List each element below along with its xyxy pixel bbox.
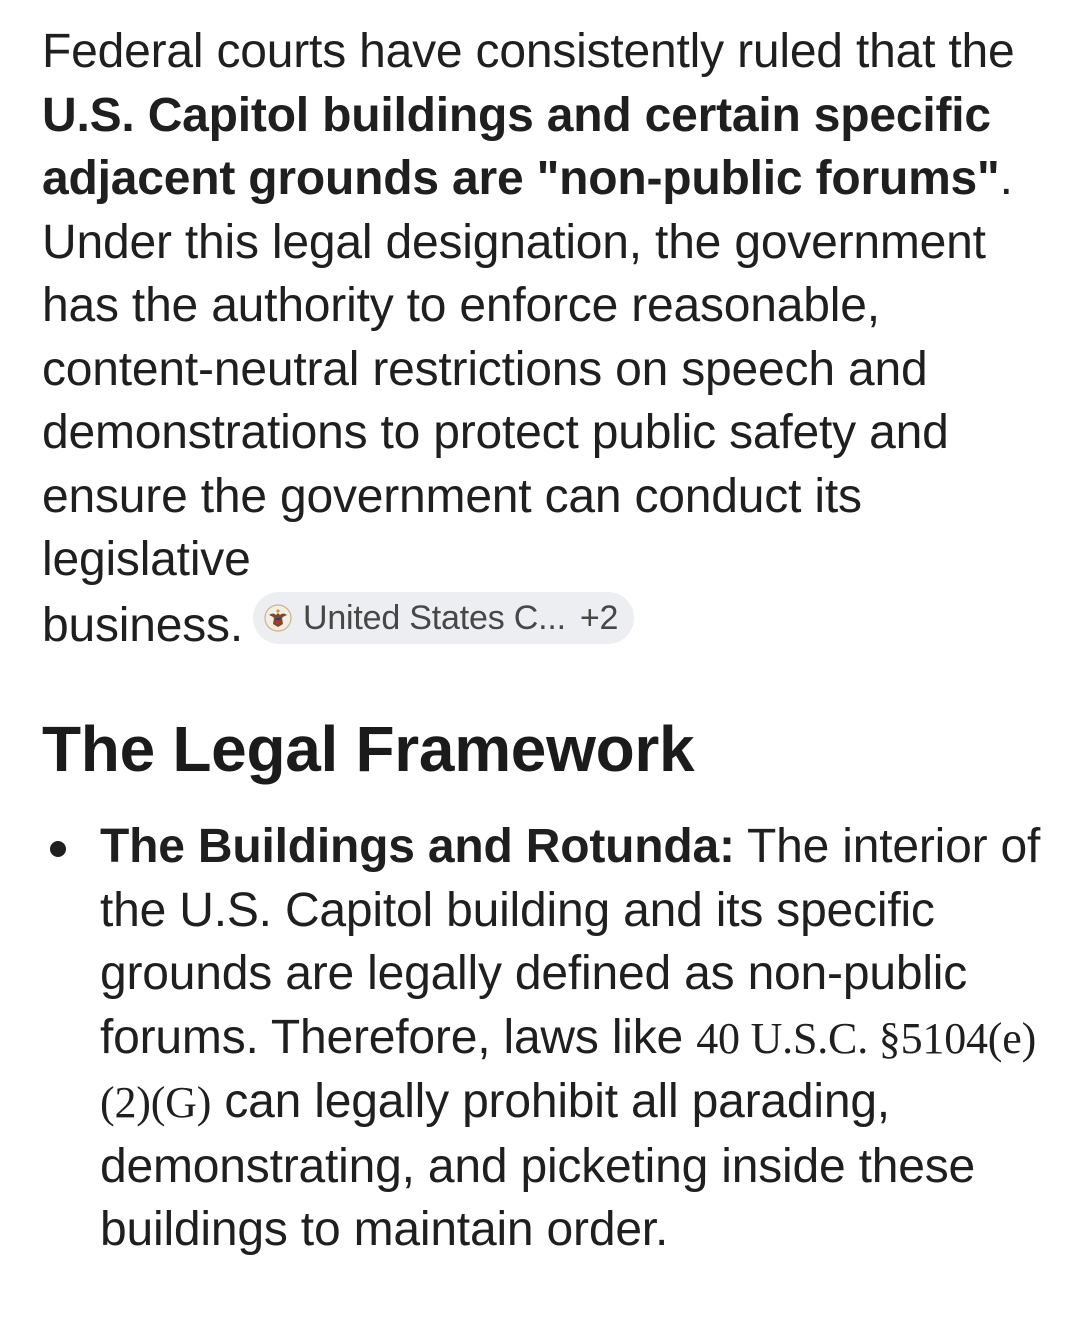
answer-content (42, 20, 1042, 657)
source-chip[interactable] (253, 592, 634, 644)
framework-list (42, 815, 1042, 1262)
list-item-text-after: can legally prohibit all parading, demonstrating, and picketing inside these buildings to maintain order. (100, 1075, 976, 1256)
intro-text-before: Federal courts have consistently ruled that the (42, 25, 1015, 78)
intro-paragraph (42, 20, 1042, 657)
source-chip-count: +2 (579, 598, 619, 637)
intro-bold-text: U.S. Capitol buildings and certain specific adjacent grounds are "non-public forums" (42, 88, 1000, 205)
list-item-text-before: The interior of the U.S. Capitol building and its specific grounds are legally defined as non-public forums. Therefore, laws like (100, 820, 1041, 1064)
intro-last-word: business. (42, 598, 243, 652)
us-seal-icon (263, 603, 293, 633)
list-item-bold: The Buildings and Rotunda: (100, 820, 735, 873)
intro-text-after: . Under this legal designation, the government has the authority to enforce reasonable, content-neutral restrictions on speech and demonstrations to protect public safety and ensure the government can conduct its legislative (42, 152, 1013, 586)
statute-citation: 40 U.S.C. §5104(e)(2)(G) (100, 1013, 1037, 1127)
list-item (42, 815, 1042, 1262)
section-heading: The Legal Framework (42, 713, 695, 785)
source-chip-label: United States C... (302, 598, 566, 637)
bullet-icon (50, 841, 66, 857)
